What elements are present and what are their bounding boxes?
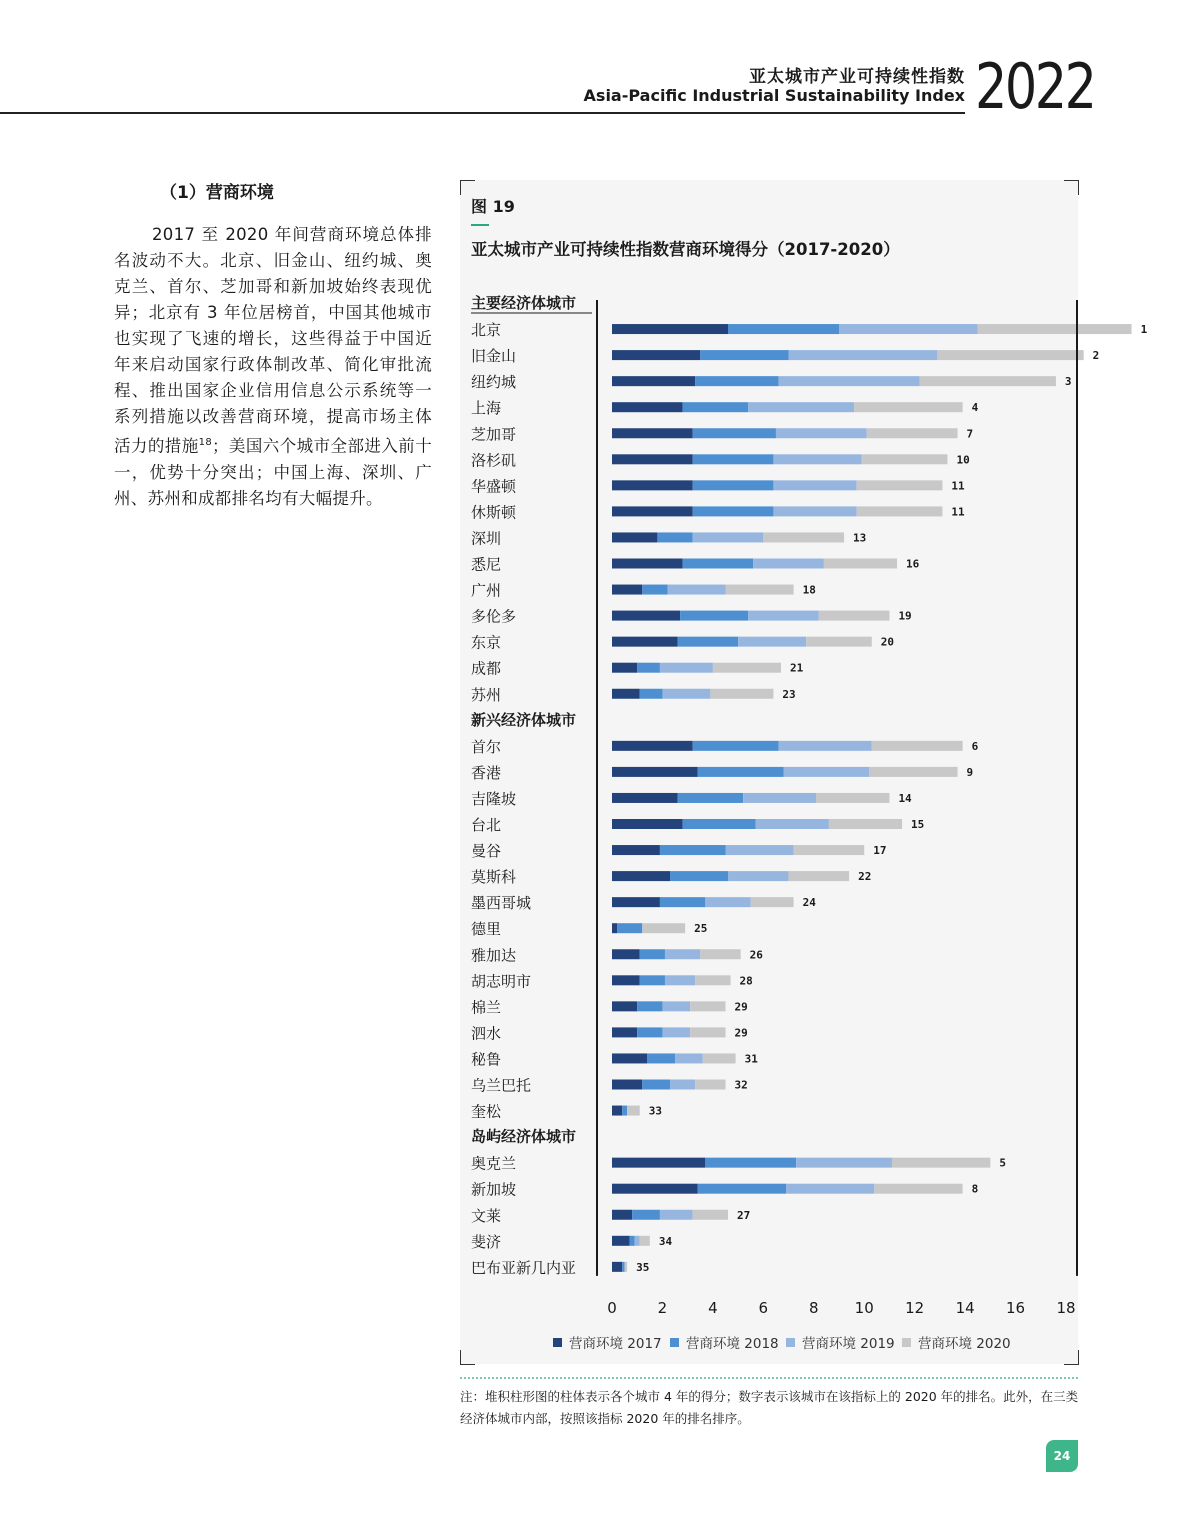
- bar-segment-2020: [695, 1080, 725, 1090]
- bar-segment-2019: [786, 1184, 874, 1194]
- bar-segment-2020: [869, 767, 957, 777]
- city-label: 墨西哥城: [471, 894, 532, 913]
- bar-segment-2019: [665, 949, 700, 959]
- bar-segment-2017: [612, 428, 693, 438]
- bar-segment-2017: [612, 1080, 642, 1090]
- city-label: 休斯顿: [471, 503, 517, 522]
- bar-segment-2018: [700, 350, 788, 360]
- city-label: 棉兰: [471, 998, 502, 1017]
- bar-segment-2020: [710, 689, 773, 699]
- legend-label: 营商环境 2019: [802, 1336, 895, 1352]
- bar-segment-2018: [698, 767, 784, 777]
- bar-segment-2018: [693, 741, 779, 751]
- bar-segment-2018: [705, 1158, 796, 1168]
- x-tick-label: 18: [1056, 1299, 1076, 1317]
- rank-label: 13: [853, 531, 867, 545]
- bar-segment-2017: [612, 871, 670, 881]
- bar-segment-2020: [978, 324, 1132, 334]
- bar-segment-2019: [743, 793, 816, 803]
- bar-segment-2018: [630, 1236, 635, 1246]
- city-label: 秘鲁: [471, 1050, 502, 1069]
- bar-segment-2019: [662, 1027, 690, 1037]
- bar-segment-2017: [612, 559, 683, 569]
- bar-segment-2019: [670, 1080, 695, 1090]
- bar-segment-2020: [794, 845, 865, 855]
- bar-segment-2018: [660, 897, 705, 907]
- bar-segment-2020: [726, 585, 794, 595]
- bar-segment-2017: [612, 1236, 630, 1246]
- bar-segment-2019: [705, 897, 750, 907]
- bar-segment-2019: [660, 663, 713, 673]
- bar-segment-2018: [660, 845, 726, 855]
- rank-label: 16: [906, 557, 920, 571]
- bar-segment-2018: [693, 428, 776, 438]
- x-tick-label: 14: [955, 1299, 975, 1317]
- city-label: 斐济: [471, 1232, 502, 1251]
- bar-segment-2017: [612, 1184, 698, 1194]
- x-tick-label: 12: [905, 1299, 925, 1317]
- bar-segment-2020: [816, 793, 889, 803]
- city-label: 香港: [471, 763, 502, 782]
- city-label: 莫斯科: [471, 868, 517, 887]
- bar-segment-2017: [612, 611, 680, 621]
- city-label: 文莱: [471, 1206, 502, 1225]
- bar-segment-2020: [862, 454, 948, 464]
- bar-segment-2018: [617, 923, 642, 933]
- rank-label: 14: [898, 791, 912, 805]
- city-label: 乌兰巴托: [471, 1076, 532, 1095]
- header-title-en: Asia-Pacific Industrial Sustainability Index: [583, 86, 965, 105]
- bar-segment-2019: [778, 741, 871, 751]
- header-year: 2022: [975, 50, 1095, 123]
- bar-segment-2018: [632, 1210, 660, 1220]
- bar-segment-2020: [937, 350, 1083, 360]
- rank-label: 11: [951, 505, 965, 519]
- city-label: 悉尼: [471, 555, 502, 574]
- bar-segment-2020: [867, 428, 958, 438]
- bar-segment-2019: [839, 324, 978, 334]
- group-label: 新兴经济体城市: [471, 710, 577, 729]
- bar-segment-2017: [612, 1027, 637, 1037]
- bar-segment-2019: [667, 585, 725, 595]
- x-tick-label: 6: [758, 1299, 769, 1317]
- city-label: 苏州: [471, 685, 502, 704]
- bar-segment-2019: [796, 1158, 892, 1168]
- dotted-divider: [460, 1377, 1078, 1379]
- rank-label: 22: [858, 870, 872, 884]
- bar-segment-2020: [751, 897, 794, 907]
- rank-label: 4: [971, 401, 979, 415]
- bar-segment-2020: [642, 923, 685, 933]
- rank-label: 27: [737, 1208, 751, 1222]
- x-tick-label: 2: [657, 1299, 668, 1317]
- bar-segment-2017: [612, 1262, 622, 1272]
- city-label: 华盛顿: [471, 477, 517, 496]
- bar-segment-2019: [789, 350, 938, 360]
- page-number: 24: [1046, 1440, 1078, 1472]
- bar-segment-2019: [776, 428, 867, 438]
- bar-segment-2020: [763, 532, 844, 542]
- rank-label: 20: [880, 635, 895, 649]
- bar-segment-2017: [612, 949, 640, 959]
- bar-segment-2018: [647, 1053, 675, 1063]
- rank-label: 6: [971, 739, 979, 753]
- paragraph-tail: ；美国六个城市全部进入前十一，优势十分突出；中国上海、深圳、广州、苏州和成都排名均有大幅提升。: [114, 436, 432, 508]
- bar-segment-2017: [612, 376, 695, 386]
- bar-segment-2020: [824, 559, 897, 569]
- bar-segment-2018: [693, 480, 774, 490]
- city-label: 深圳: [471, 529, 502, 548]
- bar-segment-2017: [612, 1106, 622, 1116]
- bar-segment-2020: [806, 637, 872, 647]
- legend-label: 营商环境 2018: [686, 1336, 779, 1352]
- rank-label: 11: [951, 479, 965, 493]
- bar-segment-2018: [640, 975, 665, 985]
- rank-label: 25: [694, 922, 708, 936]
- x-tick-label: 10: [854, 1299, 874, 1317]
- city-label: 奥克兰: [471, 1154, 517, 1173]
- paragraph-main: 2017 至 2020 年间营商环境总体排名波动不大。北京、旧金山、纽约城、奥克兰、首尔、芝加哥和新加坡始终表现优异；北京有 3 年位居榜首，中国其他城市也实现了飞速的增长，这些得益于中国近年来启动国家行政体制改革、简化审批流程、推出国家企业信用信息公示系统等一系列措施以改善营商环境，提高市场主体活力的措施: [114, 225, 432, 456]
- bar-segment-2020: [857, 480, 943, 490]
- rank-label: 29: [734, 1026, 748, 1040]
- bar-segment-2019: [728, 871, 789, 881]
- figure-title: 亚太城市产业可持续性指数营商环境得分（2017-2020）: [471, 240, 900, 259]
- bar-segment-2018: [637, 1027, 662, 1037]
- city-label: 广州: [471, 581, 502, 600]
- bar-segment-2019: [756, 819, 829, 829]
- city-label: 东京: [471, 633, 502, 652]
- x-tick-label: 16: [1006, 1299, 1026, 1317]
- city-label: 首尔: [471, 737, 502, 756]
- city-label: 奎松: [471, 1102, 502, 1121]
- bar-segment-2018: [622, 1262, 625, 1272]
- figure-note: 注：堆积柱形图的柱体表示各个城市 4 年的得分；数字表示该城市在该指标上的 2020 年的排名。此外，在三类经济体城市内部，按照该指标 2020 年的排名排序。: [460, 1389, 1079, 1426]
- rank-label: 18: [802, 583, 816, 597]
- rank-label: 8: [971, 1182, 979, 1196]
- legend-swatch: [786, 1338, 795, 1347]
- bar-segment-2018: [683, 559, 754, 569]
- bar-segment-2017: [612, 793, 678, 803]
- bar-segment-2017: [612, 1001, 637, 1011]
- rank-label: 34: [658, 1234, 673, 1248]
- bar-segment-2017: [612, 923, 617, 933]
- city-label: 洛杉矶: [471, 451, 517, 470]
- bar-segment-2020: [625, 1262, 628, 1272]
- bar-segment-2019: [738, 637, 806, 647]
- rank-label: 29: [734, 1000, 748, 1014]
- header-title-cn: 亚太城市产业可持续性指数: [749, 67, 965, 87]
- legend-swatch: [902, 1338, 911, 1347]
- bar-segment-2020: [854, 402, 962, 412]
- city-label: 雅加达: [471, 946, 517, 965]
- group-label: 主要经济体城市: [471, 294, 577, 312]
- footnote-ref: 18: [198, 437, 212, 448]
- bar-segment-2017: [612, 663, 637, 673]
- city-label: 纽约城: [471, 373, 517, 392]
- bar-segment-2017: [612, 819, 683, 829]
- bar-segment-2019: [773, 454, 861, 464]
- bar-segment-2019: [662, 1001, 690, 1011]
- bar-segment-2018: [637, 1001, 662, 1011]
- city-label: 多伦多: [471, 607, 517, 626]
- bar-segment-2020: [690, 1027, 725, 1037]
- city-label: 台北: [471, 816, 502, 834]
- bar-segment-2018: [693, 506, 774, 516]
- bar-segment-2017: [612, 324, 728, 334]
- bar-segment-2018: [695, 376, 778, 386]
- bar-segment-2019: [784, 767, 870, 777]
- rank-label: 3: [1064, 375, 1072, 389]
- bar-segment-2018: [683, 819, 756, 829]
- rank-label: 35: [636, 1260, 650, 1274]
- bar-segment-2017: [612, 845, 660, 855]
- x-tick-label: 8: [809, 1299, 819, 1317]
- bar-segment-2017: [612, 506, 693, 516]
- rank-label: 23: [782, 687, 796, 701]
- rank-label: 26: [749, 948, 763, 962]
- bar-segment-2020: [700, 949, 740, 959]
- bar-segment-2017: [612, 532, 657, 542]
- bar-segment-2020: [874, 1184, 962, 1194]
- rank-label: 2: [1092, 349, 1100, 363]
- bar-segment-2020: [693, 1210, 728, 1220]
- legend-label: 营商环境 2020: [918, 1336, 1011, 1352]
- bar-segment-2019: [693, 532, 764, 542]
- group-label: 岛屿经济体城市: [471, 1127, 577, 1146]
- bar-segment-2017: [612, 1158, 705, 1168]
- bar-segment-2018: [678, 793, 744, 803]
- bar-segment-2019: [675, 1053, 703, 1063]
- rank-label: 7: [966, 427, 974, 441]
- bar-segment-2017: [612, 741, 693, 751]
- bar-segment-2020: [872, 741, 963, 751]
- rank-label: 24: [802, 896, 816, 910]
- rank-label: 19: [898, 609, 912, 623]
- bar-segment-2018: [622, 1106, 627, 1116]
- x-tick-label: 0: [607, 1299, 617, 1317]
- rank-label: 21: [789, 661, 804, 675]
- bar-segment-2020: [892, 1158, 990, 1168]
- city-label: 曼谷: [471, 842, 502, 861]
- bar-segment-2018: [640, 949, 665, 959]
- bar-segment-2017: [612, 585, 642, 595]
- bar-segment-2020: [690, 1001, 725, 1011]
- bar-segment-2019: [635, 1236, 640, 1246]
- city-label: 芝加哥: [471, 425, 517, 444]
- bar-segment-2019: [773, 480, 856, 490]
- bar-segment-2019: [662, 689, 710, 699]
- bar-segment-2020: [857, 506, 943, 516]
- city-label: 成都: [471, 659, 502, 678]
- bar-segment-2017: [612, 402, 683, 412]
- rank-label: 15: [911, 818, 925, 831]
- rank-label: 32: [734, 1078, 748, 1092]
- bar-segment-2019: [726, 845, 794, 855]
- figure-number: 图 19: [471, 197, 515, 216]
- bar-segment-2018: [637, 663, 660, 673]
- city-label: 泗水: [471, 1024, 502, 1043]
- bar-segment-2018: [657, 532, 692, 542]
- bar-segment-2020: [713, 663, 781, 673]
- city-label: 吉隆坡: [471, 789, 517, 808]
- city-label: 上海: [471, 399, 502, 418]
- bar-segment-2018: [693, 454, 774, 464]
- bar-segment-2018: [642, 1080, 670, 1090]
- bar-segment-2019: [778, 376, 919, 386]
- legend-swatch: [670, 1338, 679, 1347]
- bar-segment-2020: [627, 1106, 640, 1116]
- bar-segment-2018: [683, 402, 749, 412]
- rank-label: 17: [873, 844, 887, 858]
- bar-segment-2019: [748, 402, 854, 412]
- bar-segment-2017: [612, 897, 660, 907]
- bar-segment-2019: [773, 506, 856, 516]
- section-title: （1）营商环境: [160, 183, 274, 203]
- bar-segment-2018: [670, 871, 728, 881]
- rank-label: 1: [1140, 323, 1148, 337]
- bar-segment-2017: [612, 637, 678, 647]
- city-label: 德里: [471, 920, 502, 939]
- bar-segment-2020: [920, 376, 1056, 386]
- bar-segment-2020: [829, 819, 902, 829]
- city-label: 新加坡: [471, 1180, 517, 1199]
- bar-segment-2018: [728, 324, 839, 334]
- city-label: 旧金山: [471, 347, 517, 366]
- bar-segment-2018: [698, 1184, 786, 1194]
- bar-segment-2017: [612, 350, 700, 360]
- legend-swatch: [553, 1338, 562, 1347]
- rank-label: 10: [956, 453, 970, 467]
- bar-segment-2020: [703, 1053, 736, 1063]
- bar-segment-2017: [612, 767, 698, 777]
- bar-segment-2018: [678, 637, 739, 647]
- rank-label: 5: [999, 1156, 1006, 1170]
- bar-segment-2017: [612, 454, 693, 464]
- bar-segment-2019: [753, 559, 824, 569]
- bar-segment-2018: [642, 585, 667, 595]
- rank-label: 28: [739, 974, 753, 988]
- bar-segment-2017: [612, 1053, 647, 1063]
- bar-segment-2018: [640, 689, 663, 699]
- bar-segment-2020: [695, 975, 730, 985]
- bar-segment-2020: [640, 1236, 650, 1246]
- city-label: 巴布亚新几内亚: [471, 1258, 577, 1277]
- bar-segment-2019: [665, 975, 695, 985]
- bar-segment-2018: [680, 611, 748, 621]
- city-label: 北京: [471, 321, 502, 340]
- rank-label: 31: [744, 1052, 758, 1066]
- bar-segment-2019: [748, 611, 819, 621]
- bar-segment-2020: [789, 871, 850, 881]
- city-label: 胡志明市: [471, 972, 532, 991]
- bar-segment-2020: [819, 611, 890, 621]
- bar-segment-2017: [612, 480, 693, 490]
- bar-segment-2017: [612, 975, 640, 985]
- bar-segment-2017: [612, 689, 640, 699]
- bar-segment-2019: [660, 1210, 693, 1220]
- x-tick-label: 4: [708, 1299, 718, 1317]
- bar-segment-2017: [612, 1210, 632, 1220]
- rank-label: 33: [648, 1104, 662, 1118]
- legend-label: 营商环境 2017: [569, 1336, 662, 1352]
- rank-label: 9: [966, 765, 974, 779]
